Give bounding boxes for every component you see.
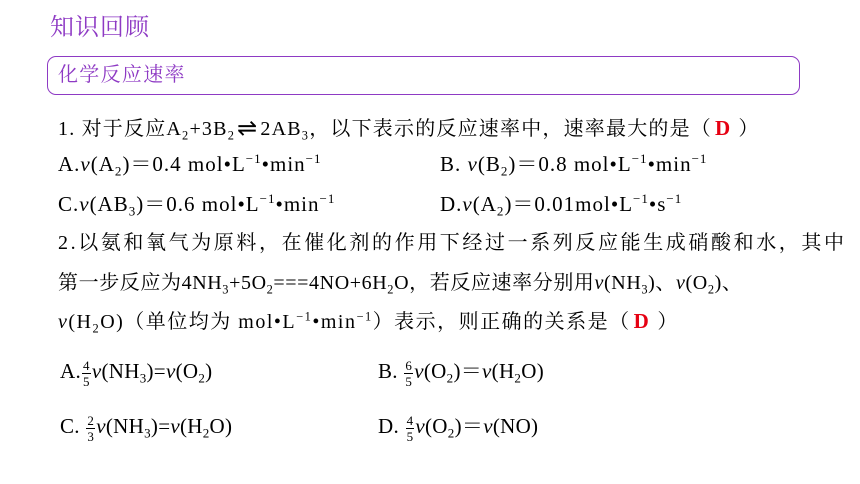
superscript: −1	[259, 191, 276, 207]
text-run: 2.以氨和氧气为原料，在催化剂的作用下经过一系列反应能生成硝酸和水，其中	[58, 232, 847, 254]
italic-variable: v	[594, 272, 605, 294]
text-run: B.	[378, 359, 404, 383]
text-run: O，若反应速率分别用	[394, 272, 595, 294]
subscript: 2	[387, 282, 395, 297]
fraction-numerator: 4	[83, 357, 90, 373]
text-run: (H	[179, 414, 203, 438]
text-run: (H	[491, 359, 515, 383]
text-run: O)（单位均为 mol•L	[100, 311, 297, 333]
text-run: ）表示，则正确的关系是（	[372, 311, 631, 333]
subscript: 3	[139, 370, 147, 386]
text-run: )＝0.01mol•L	[504, 192, 634, 216]
text-run: (B	[477, 152, 501, 176]
italic-variable: v	[462, 192, 473, 216]
italic-variable: v	[483, 414, 493, 438]
text-run: +5O	[229, 272, 267, 294]
text-run: (O	[685, 272, 708, 294]
text-run: (O	[175, 359, 199, 383]
superscript: −1	[296, 309, 313, 324]
text-run: •s	[648, 192, 667, 216]
subscript: 2	[266, 282, 274, 297]
text-run: (NO)	[492, 414, 539, 438]
superscript: −1	[666, 191, 683, 207]
text-run: •min	[647, 152, 692, 176]
text-run: )=	[146, 359, 166, 383]
italic-variable: v	[415, 414, 426, 438]
question-1-option-b	[440, 149, 707, 179]
superscript: −1	[691, 151, 708, 167]
subscript: 2	[114, 163, 123, 179]
text-run: (NH	[105, 414, 145, 438]
subscript: 2	[92, 321, 101, 336]
equilibrium-arrow-symbol: ⇌	[237, 114, 259, 142]
text-run: ）	[657, 311, 679, 333]
question-2-option-d	[378, 411, 538, 443]
text-run: 2AB	[260, 118, 302, 140]
subscript: 2	[202, 425, 210, 441]
subscript: 2	[707, 282, 715, 297]
fraction-numerator: 4	[406, 412, 414, 428]
superscript: −1	[319, 191, 336, 207]
subscript: 3	[641, 282, 649, 297]
fraction-numerator: 2	[87, 412, 95, 428]
answer-mark: D	[715, 116, 732, 140]
superscript: −1	[356, 309, 373, 324]
text-run: )、	[648, 272, 677, 294]
text-run: )＝0.8 mol•L	[508, 152, 632, 176]
question-2-option-a	[60, 356, 212, 388]
text-run: •min	[275, 192, 320, 216]
fraction-denominator: 5	[406, 428, 414, 444]
fraction	[404, 359, 413, 388]
text-run: C.	[60, 414, 86, 438]
text-run: )	[205, 359, 213, 383]
text-run: (A	[90, 152, 115, 176]
question-2-stem-line-1	[58, 228, 847, 258]
fraction-denominator: 3	[87, 428, 95, 444]
italic-variable: v	[467, 152, 478, 176]
italic-variable: v	[165, 359, 176, 383]
text-run: )、	[714, 272, 743, 294]
superscript: −1	[305, 151, 322, 167]
text-run: )＝0.4 mol•L	[122, 152, 246, 176]
text-run: +3B	[189, 118, 228, 140]
superscript: −1	[245, 151, 262, 167]
text-run: ，以下表示的反应速率中，速率最大的是（	[309, 118, 713, 140]
italic-variable: v	[482, 359, 492, 383]
question-1-option-a	[58, 149, 322, 179]
fraction	[82, 359, 91, 388]
subscript: 3	[144, 425, 151, 441]
superscript: −1	[633, 191, 649, 207]
text-run: )＝0.6 mol•L	[136, 192, 260, 216]
fraction	[406, 414, 415, 443]
italic-variable: v	[414, 359, 424, 383]
subscript: 2	[446, 370, 454, 386]
subscript: 2	[182, 128, 190, 143]
italic-variable: v	[96, 414, 106, 438]
italic-variable: v	[80, 152, 91, 176]
text-run: A.	[60, 359, 82, 383]
text-run: )＝	[453, 359, 483, 383]
italic-variable: v	[58, 311, 69, 333]
italic-variable: v	[79, 192, 90, 216]
text-run: )＝	[454, 414, 484, 438]
text-run: •min	[312, 311, 357, 333]
fraction-denominator: 5	[405, 373, 413, 389]
text-run: (AB	[89, 192, 129, 216]
question-2-stem-line-3	[58, 306, 679, 337]
slide-title: 知识回顾	[50, 14, 150, 41]
text-run: 1. 对于反应A	[58, 118, 183, 140]
subscript: 2	[514, 370, 522, 386]
italic-variable: v	[170, 414, 180, 438]
subscript: 3	[301, 128, 310, 143]
text-run: (A	[472, 192, 497, 216]
superscript: −1	[631, 151, 648, 167]
fraction-numerator: 6	[405, 357, 413, 373]
italic-variable: v	[91, 359, 102, 383]
section-box	[47, 56, 800, 95]
subscript: 2	[447, 425, 455, 441]
text-run: 第一步反应为4NH	[58, 272, 223, 294]
text-run: C.	[58, 192, 80, 216]
text-run: (NH	[101, 359, 140, 383]
text-run: •min	[261, 152, 306, 176]
subscript: 3	[222, 282, 230, 297]
italic-variable: v	[676, 272, 686, 294]
subscript: 3	[128, 203, 137, 219]
text-run: O)	[209, 414, 233, 438]
question-1-option-c	[58, 189, 335, 219]
subscript: 2	[227, 128, 236, 143]
text-run: (H	[68, 311, 93, 333]
question-1-option-d	[440, 189, 682, 219]
section-label: 化学反应速率	[58, 64, 186, 86]
text-run: )=	[150, 414, 171, 438]
text-run: (O	[425, 414, 448, 438]
text-run: (NH	[604, 272, 642, 294]
text-run: (O	[423, 359, 447, 383]
fraction	[86, 414, 95, 443]
text-run: D.	[378, 414, 405, 438]
text-run: D.	[440, 192, 463, 216]
subscript: 2	[496, 203, 505, 219]
question-2-option-c	[60, 411, 232, 443]
fraction-denominator: 5	[83, 373, 90, 389]
question-2-option-b	[378, 356, 544, 388]
text-run: A.	[58, 152, 81, 176]
answer-mark: D	[633, 309, 651, 333]
text-run: B.	[440, 152, 468, 176]
question-2-stem-line-2	[58, 268, 743, 298]
subscript: 2	[198, 370, 206, 386]
text-run: ）	[738, 118, 760, 140]
text-run: ===4NO+6H	[273, 272, 388, 294]
subscript: 2	[500, 163, 509, 179]
text-run: O)	[521, 359, 544, 383]
question-1-stem	[58, 113, 760, 144]
